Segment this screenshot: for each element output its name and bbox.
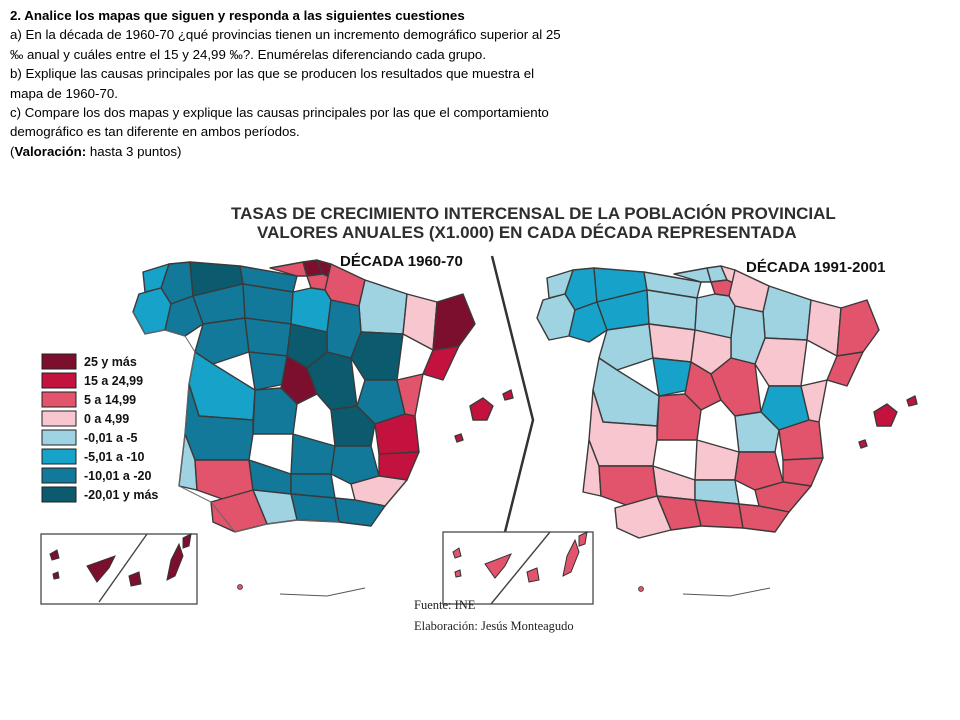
province-baleares-ibiza-1991 [859, 440, 867, 448]
legend-label: -0,01 a -5 [84, 431, 138, 445]
question-c-line1: c) Compare los dos mapas y explique las causas principales por las que el comportamiento [10, 105, 549, 121]
ceuta-1960 [238, 585, 243, 590]
score-rest: hasta 3 puntos) [86, 143, 182, 159]
figure-title-line2: VALORES ANUALES (X1.000) EN CADA DÉCADA REPRESENTADA [257, 223, 797, 242]
question-b-line1: b) Explique las causas principales por las que se producen los resultados que muestra el [10, 66, 535, 82]
score-label: Valoración: [14, 143, 87, 159]
population-growth-figure [35, 184, 926, 638]
question-block [10, 6, 620, 161]
legend-swatch [42, 468, 76, 483]
question-b-line2: mapa de 1960-70. [10, 85, 118, 101]
legend-label: -5,01 a -10 [84, 450, 145, 464]
legend-label: 0 a 4,99 [84, 412, 130, 426]
province-valladolid-1960 [245, 318, 291, 356]
legend-swatch [42, 354, 76, 369]
legend-swatch [42, 487, 76, 502]
legend-label: 15 a 24,99 [84, 374, 144, 388]
map-left-label: DÉCADA 1960-70 [340, 253, 463, 270]
author-credit: Elaboración: Jesús Monteagudo [414, 619, 574, 633]
province-baleares-ibiza-1960 [455, 434, 463, 442]
legend-swatch [42, 449, 76, 464]
source-credit: Fuente: INE [414, 598, 476, 612]
legend-label: -20,01 y más [84, 488, 159, 502]
question-a-line1: a) En la década de 1960-70 ¿qué provincias tienen un incremento demográfico superior al 25 [10, 27, 561, 43]
canary-inset-1960 [41, 534, 197, 604]
legend-swatch [42, 373, 76, 388]
province-granada-1991 [695, 500, 743, 528]
canary-inset-1991 [443, 532, 593, 604]
legend-swatch [42, 392, 76, 407]
figure-svg [35, 184, 926, 638]
question-heading: 2. Analice los mapas que siguen y responda a las siguientes cuestiones [10, 8, 465, 23]
question-a-line2: ‰ anual y cuáles entre el 15 y 24,99 ‰?. Enumérelas diferenciando cada grupo. [10, 46, 487, 62]
legend-swatch [42, 430, 76, 445]
question-c-line2: demográfico es tan diferente en ambos períodos. [10, 124, 300, 140]
legend-label: 25 y más [84, 355, 137, 369]
ceuta-1991 [639, 587, 644, 592]
legend-swatch [42, 411, 76, 426]
score-open: ( [10, 143, 15, 159]
legend-label: 5 a 14,99 [84, 393, 137, 407]
map-right-label: DÉCADA 1991-2001 [746, 259, 886, 276]
score-line [10, 142, 620, 161]
legend-label: -10,01 a -20 [84, 469, 152, 483]
figure-title-line1: TASAS DE CRECIMIENTO INTERCENSAL DE LA POBLACIÓN PROVINCIAL [231, 204, 836, 223]
province-valladolid-1991 [649, 324, 695, 362]
province-granada-1960 [291, 494, 339, 522]
